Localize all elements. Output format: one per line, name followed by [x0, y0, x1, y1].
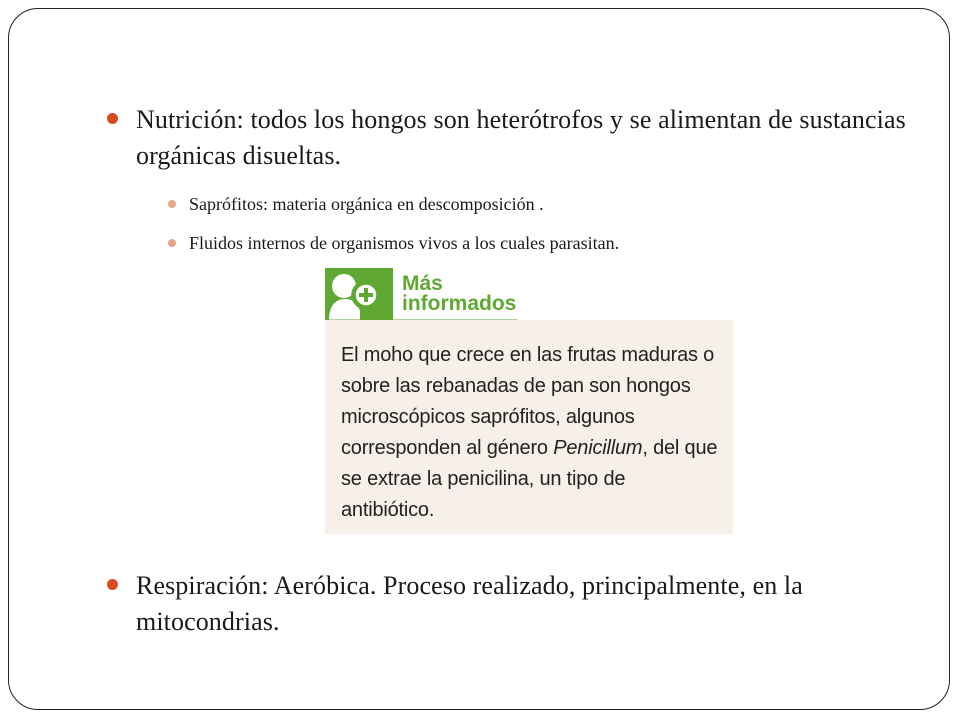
- subbullet-text: Saprófitos: materia orgánica en descomposición .: [189, 194, 544, 214]
- subbullet-dot-icon: [168, 239, 176, 247]
- title-line-1: Más: [402, 272, 443, 295]
- subbullet-dot-icon: [168, 200, 176, 208]
- subbullet-text: Fluidos internos de organismos vivos a los cuales parasitan.: [189, 233, 620, 253]
- info-box-title: [402, 274, 516, 314]
- bullet-dot-icon: [107, 113, 118, 124]
- mas-informados-header: [325, 268, 530, 326]
- subbullet-parasitos: [189, 231, 889, 255]
- info-text-part: El moho que crece en las frutas maduras o sobre las rebanadas de pan son hongos microscópicos saprófitos, algunos corresponden al género: [341, 344, 715, 459]
- bullet-dot-icon: [107, 579, 118, 590]
- bullet-text: Nutrición: todos los hongos son heterótrofos y se alimentan de sustancias orgánicas disueltas.: [136, 105, 906, 170]
- info-text-italic: Penicillum: [553, 437, 643, 459]
- info-text-part: , del que se extrae la penicilina, un tipo de antibiótico.: [341, 437, 718, 521]
- subbullet-saprofitos: [189, 192, 889, 216]
- bullet-nutricion: [136, 102, 906, 174]
- bullet-respiracion: [136, 568, 906, 640]
- info-box-text: [341, 340, 719, 526]
- title-line-2: informados: [402, 292, 517, 315]
- bullet-text: Respiración: Aeróbica. Proceso realizado, principalmente, en la mitocondrias.: [136, 571, 803, 636]
- info-box-body: [325, 320, 733, 534]
